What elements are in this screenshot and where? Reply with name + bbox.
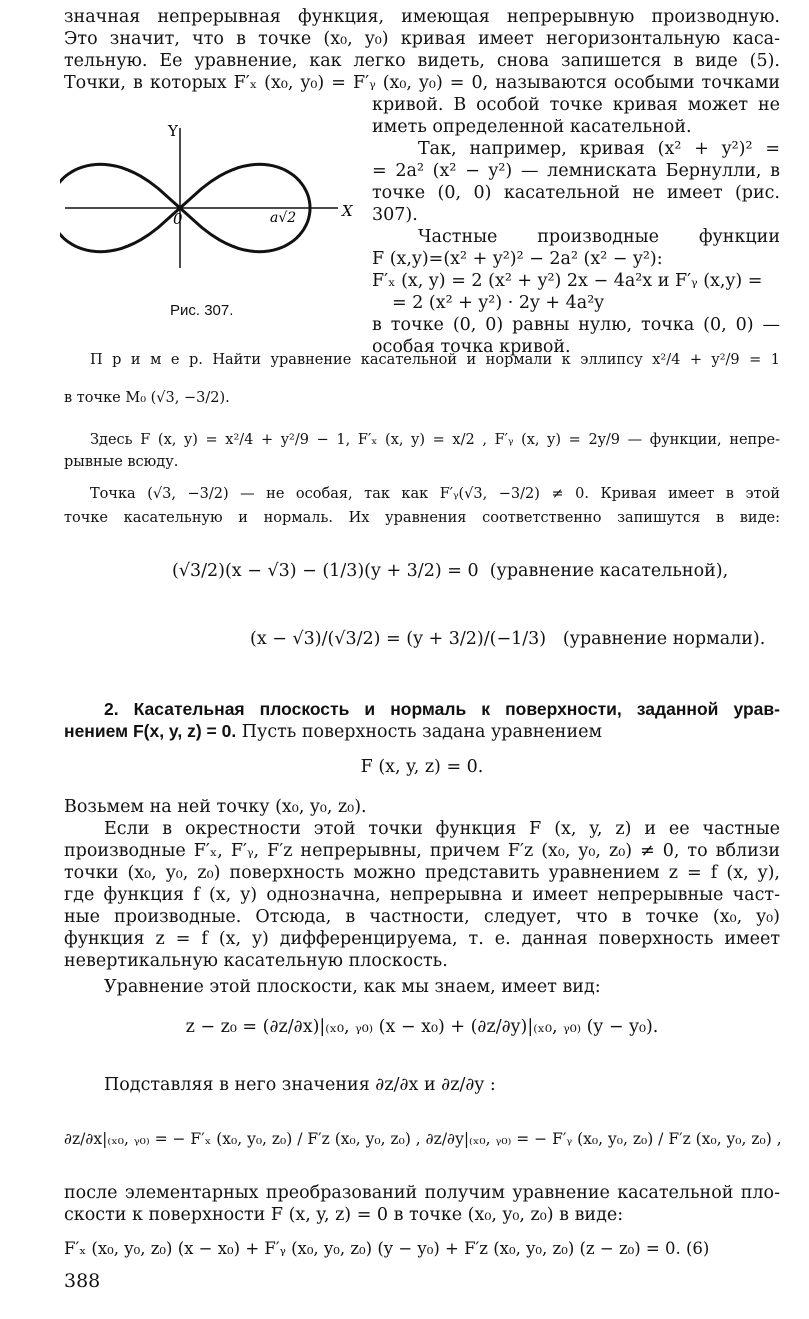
text-line: Подставляя в него значения ∂z/∂x и ∂z/∂y : — [104, 1075, 496, 1095]
section-title: 2. Касательная плоскость и нормаль к поверхности, заданной урав- — [104, 699, 780, 719]
equation-final: F′ₓ (x₀, y₀, z₀) (x − x₀) + F′ᵧ (x₀, y₀, z₀) (y − y₀) + F′z (x₀, y₀, z₀) (z − z₀) = 0. (6) — [64, 1239, 710, 1258]
text-line: ные производные. Отсюда, в частности, следует, что в точке (x₀, y₀) — [64, 907, 780, 927]
point-label: a√2 — [270, 210, 297, 226]
text-line: Так, например, кривая (x² + y²)² = — [418, 139, 780, 159]
text-line: = 2 (x² + y²) · 2y + 4a²y — [392, 293, 605, 313]
text-line: особая точка кривой. — [372, 337, 571, 357]
example-line: П р и м е р. Найти уравнение касательной и нормали к эллипсу x²/4 + y²/9 = 1 — [90, 352, 780, 368]
example-line: в точке M₀ (√3, −3/2). — [64, 390, 230, 406]
text-line: F′ₓ (x, y) = 2 (x² + y²) 2x − 4a²x и F′ᵧ (x,y) = — [372, 271, 763, 291]
equation-surface: F (x, y, z) = 0. — [360, 757, 484, 777]
text-line: иметь определенной касательной. — [372, 117, 692, 137]
text-line: кривой. В особой точке кривая может не — [372, 95, 780, 115]
text-line: точки (x₀, y₀, z₀) поверхность можно представить уравнением z = f (x, y), — [64, 863, 780, 883]
figure-caption: Рис. 307. — [170, 302, 234, 319]
section-title-line2: нением F(x, y, z) = 0. Пусть поверхность задана уравнением — [64, 721, 603, 742]
text-line: после элементарных преобразований получим уравнение касательной пло- — [64, 1183, 780, 1203]
text-line: где функция f (x, y) однозначна, непрерывна и имеет непрерывные част- — [64, 885, 780, 905]
text-line: тельную. Ее уравнение, как легко видеть, снова запишется в виде (5). — [64, 51, 780, 71]
text-line: в точке (0, 0) равны нулю, точка (0, 0) — — [372, 315, 780, 335]
text-line: скости к поверхности F (x, y, z) = 0 в точке (x₀, y₀, z₀) в виде: — [64, 1205, 624, 1225]
equation-partials: ∂z/∂x|₍ₓ₀, ᵧ₀₎ = − F′ₓ (x₀, y₀, z₀) / F′z (x₀, y₀, z₀) , ∂z/∂y|₍ₓ₀, ᵧ₀₎ = − F′ᵧ (x₀, y₀, z₀) / F′z (x₀, y₀, z₀) , — [64, 1130, 782, 1148]
text-line: Если в окрестности этой точки функция F (x, y, z) и ее частные — [104, 819, 780, 839]
text-line: Это значит, что в точке (x₀, y₀) кривая имеет негоризонтальную каса- — [64, 29, 780, 49]
equation-normal: (x − √3)/(√3/2) = (y + 3/2)/(−1/3) (уравнение нормали). — [250, 629, 766, 649]
text-line: точке (0, 0) касательной не имеет (рис. 307). — [372, 183, 780, 225]
figure-lemniscate — [60, 118, 360, 328]
text-line: производные F′ₓ, F′ᵧ, F′z непрерывны, причем F′z (x₀, y₀, z₀) ≠ 0, то вблизи — [64, 841, 780, 861]
y-axis-label: Y — [168, 122, 178, 140]
origin-label: 0 — [173, 210, 183, 228]
text-line: Уравнение этой плоскости, как мы знаем, имеет вид: — [104, 977, 601, 997]
page-number: 388 — [64, 1270, 101, 1292]
equation-tangent: (√3/2)(x − √3) − (1/3)(y + 3/2) = 0 (уравнение касательной), — [172, 561, 729, 581]
text-line: значная непрерывная функция, имеющая непрерывную производную. — [64, 7, 780, 27]
example-line: рывные всюду. — [64, 454, 179, 470]
text-line: невертикальную касательную плоскость. — [64, 951, 448, 971]
x-axis-label: X — [342, 202, 353, 220]
text-line: = 2a² (x² − y²) — лемниската Бернулли, в — [372, 161, 780, 181]
text-line: Точки, в которых F′ₓ (x₀, y₀) = F′ᵧ (x₀, y₀) = 0, называются особыми точками — [64, 73, 780, 93]
text-line: Возьмем на ней точку (x₀, y₀, z₀). — [64, 797, 367, 817]
text-line: F (x,y)=(x² + y²)² − 2a² (x² − y²): — [372, 249, 663, 269]
text-line: функция z = f (x, y) дифференцируема, т. е. данная поверхность имеет — [64, 929, 780, 949]
example-line: Здесь F (x, y) = x²/4 + y²/9 − 1, F′ₓ (x, y) = x/2 , F′ᵧ (x, y) = 2y/9 — функции, непре- — [90, 432, 780, 448]
equation-plane: z − z₀ = (∂z/∂x)|₍ₓ₀, ᵧ₀₎ (x − x₀) + (∂z/∂y)|₍ₓ₀, ᵧ₀₎ (y − y₀). — [185, 1017, 659, 1037]
text-line: Частные производные функции — [418, 227, 780, 247]
example-line: точке касательную и нормаль. Их уравнения соответственно запишутся в виде: — [64, 510, 780, 526]
example-line: Точка (√3, −3/2) — не особая, так как F′ᵧ(√3, −3/2) ≠ 0. Кривая имеет в этой — [90, 486, 780, 502]
lemniscate-plot — [60, 118, 360, 328]
